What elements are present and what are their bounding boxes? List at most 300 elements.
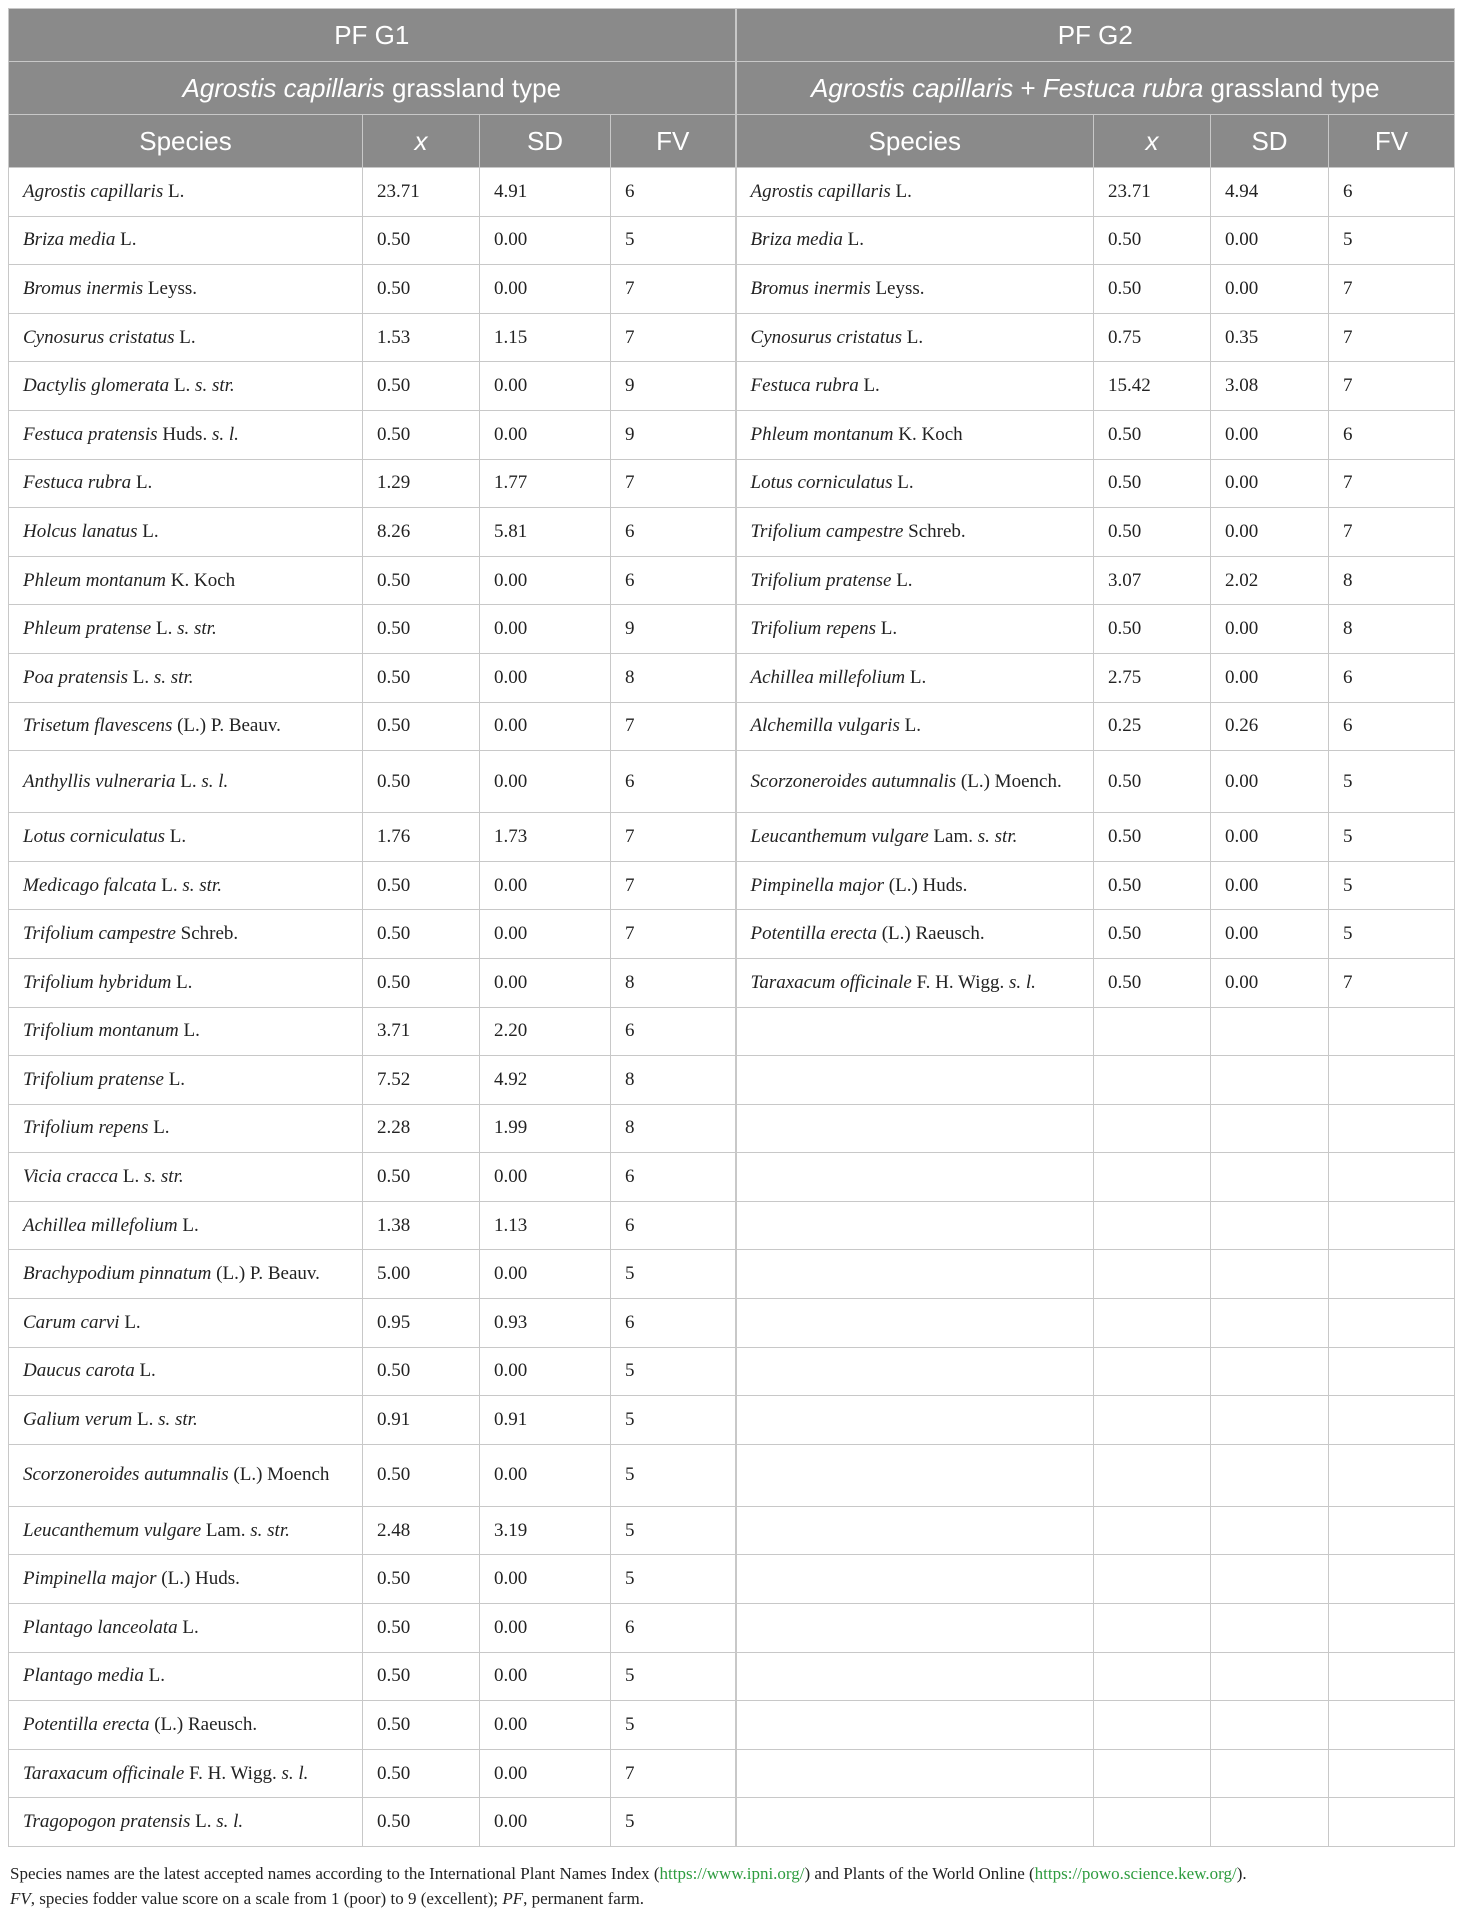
mean-value-cell: 3.71 — [363, 1007, 480, 1056]
mean-value-cell — [1094, 1798, 1211, 1847]
fv-value-cell: 6 — [611, 751, 736, 813]
mean-value-cell: 0.50 — [363, 410, 480, 459]
species-cell — [9, 1104, 363, 1153]
table-row — [9, 508, 1455, 557]
species-authority: L. — [891, 569, 913, 591]
fv-value-cell: 5 — [1329, 813, 1455, 862]
sd-value-cell — [1211, 1201, 1329, 1250]
species-cell — [736, 1007, 1094, 1056]
species-authority: F. H. Wigg. — [184, 1762, 282, 1784]
species-name: Trifolium repens — [750, 618, 876, 640]
fv-value-cell: 7 — [1329, 362, 1455, 411]
species-authority: Schreb. — [175, 923, 239, 945]
species-name: Poa pratensis — [23, 666, 129, 688]
mean-value-cell: 0.50 — [363, 1798, 480, 1847]
mean-value-cell: 0.50 — [363, 861, 480, 910]
species-cell — [9, 813, 363, 862]
species-column-header: Species — [9, 115, 363, 168]
group-1-header: PF G1 — [9, 9, 736, 62]
species-authority: L. — [128, 666, 154, 688]
fv-value-cell: 7 — [611, 265, 736, 314]
sd-value-cell: 2.02 — [1211, 556, 1329, 605]
sd-value-cell: 0.00 — [480, 1444, 611, 1506]
species-name: Dactylis glomerata — [23, 375, 170, 397]
species-authority: L. — [143, 1665, 165, 1687]
fv-value-cell — [1329, 1652, 1455, 1701]
species-rank: s. l. — [281, 1762, 309, 1784]
mean-value-cell: 0.50 — [1094, 861, 1211, 910]
mean-value-cell: 0.50 — [1094, 605, 1211, 654]
species-cell — [736, 958, 1094, 1007]
species-cell — [736, 1555, 1094, 1604]
table-row — [9, 605, 1455, 654]
species-name: Carum carvi — [23, 1311, 120, 1333]
table-row — [9, 1250, 1455, 1299]
mean-value-cell: 8.26 — [363, 508, 480, 557]
table-row — [9, 1007, 1455, 1056]
mean-value-cell: 1.38 — [363, 1201, 480, 1250]
species-cell — [9, 168, 363, 217]
species-authority: L. — [131, 472, 153, 494]
sd-value-cell — [1211, 1555, 1329, 1604]
species-cell — [736, 1701, 1094, 1750]
table-row — [9, 459, 1455, 508]
species-name: Taraxacum officinale — [23, 1762, 185, 1784]
mean-value-cell: 3.07 — [1094, 556, 1211, 605]
species-authority: Leyss. — [143, 277, 197, 299]
species-table — [8, 8, 1455, 1847]
sd-value-cell: 0.00 — [1211, 605, 1329, 654]
table-row — [9, 958, 1455, 1007]
mean-value-cell — [1094, 1201, 1211, 1250]
sd-value-cell: 0.35 — [1211, 313, 1329, 362]
species-cell — [736, 1749, 1094, 1798]
fv-value-cell: 5 — [1329, 910, 1455, 959]
mean-value-cell: 5.00 — [363, 1250, 480, 1299]
sd-value-cell: 2.20 — [480, 1007, 611, 1056]
mean-value-cell: 0.50 — [363, 751, 480, 813]
species-cell — [9, 1396, 363, 1445]
species-cell — [9, 556, 363, 605]
table-row — [9, 1347, 1455, 1396]
sd-value-cell: 0.00 — [480, 1250, 611, 1299]
species-cell — [9, 1652, 363, 1701]
species-cell — [9, 751, 363, 813]
mean-value-cell — [1094, 1444, 1211, 1506]
fv-value-cell — [1329, 1104, 1455, 1153]
sd-value-cell — [1211, 1506, 1329, 1555]
species-name: Lotus corniculatus — [23, 825, 165, 847]
mean-value-cell: 0.50 — [363, 216, 480, 265]
fv-value-cell: 9 — [611, 410, 736, 459]
mean-value-cell: 0.50 — [363, 1444, 480, 1506]
fv-value-cell: 7 — [1329, 459, 1455, 508]
species-cell — [9, 861, 363, 910]
mean-value-cell: 0.50 — [363, 1749, 480, 1798]
sd-value-cell: 0.00 — [480, 362, 611, 411]
species-authority: Lam. — [928, 825, 978, 847]
fv-value-cell — [1329, 1749, 1455, 1798]
species-rank: s. str. — [177, 618, 217, 640]
species-authority: L. — [177, 1214, 199, 1236]
fv-value-cell — [1329, 1701, 1455, 1750]
ipni-link[interactable]: https://www.ipni.org/ — [659, 1864, 805, 1883]
mean-value-cell: 7.52 — [363, 1056, 480, 1105]
fv-value-cell: 5 — [611, 1396, 736, 1445]
mean-value-cell: 0.50 — [1094, 265, 1211, 314]
group-2-header: PF G2 — [736, 9, 1455, 62]
fv-value-cell — [1329, 1444, 1455, 1506]
sd-value-cell: 0.00 — [1211, 958, 1329, 1007]
sd-value-cell: 0.26 — [1211, 702, 1329, 751]
species-authority: Leyss. — [870, 277, 925, 299]
species-authority: L. — [156, 874, 183, 896]
species-authority: L. — [177, 1616, 199, 1638]
fv-value-cell — [1329, 1347, 1455, 1396]
species-authority: L. — [115, 229, 137, 251]
mean-column-header: x — [363, 115, 480, 168]
species-name: Anthyllis vulneraria — [23, 770, 176, 792]
table-row — [9, 410, 1455, 459]
fv-value-cell: 6 — [1329, 702, 1455, 751]
fv-value-cell: 6 — [611, 1604, 736, 1653]
species-authority: L. — [169, 375, 196, 397]
mean-value-cell: 0.50 — [1094, 751, 1211, 813]
sd-value-cell: 0.00 — [1211, 459, 1329, 508]
species-cell — [736, 1444, 1094, 1506]
mean-value-cell: 0.50 — [1094, 216, 1211, 265]
species-cell — [9, 265, 363, 314]
table-footnote — [8, 1861, 1454, 1911]
table-row — [9, 653, 1455, 702]
species-name: Plantago lanceolata — [23, 1616, 178, 1638]
species-name: Trifolium campestre — [23, 923, 176, 945]
group-2-grassland-type: Agrostis capillaris + Festuca rubra grassland type — [736, 62, 1455, 115]
fv-value-cell — [1329, 1056, 1455, 1105]
species-cell — [736, 751, 1094, 813]
species-cell — [736, 1604, 1094, 1653]
species-rank: s. str. — [144, 1166, 184, 1188]
species-name: Trisetum flavescens — [23, 715, 173, 737]
species-name: Leucanthemum vulgare — [750, 825, 929, 847]
species-cell — [736, 605, 1094, 654]
mean-value-cell — [1094, 1250, 1211, 1299]
mean-value-cell — [1094, 1555, 1211, 1604]
fv-value-cell — [1329, 1396, 1455, 1445]
species-cell — [736, 168, 1094, 217]
fv-value-cell: 5 — [611, 1652, 736, 1701]
table-row — [9, 168, 1455, 217]
species-cell — [9, 410, 363, 459]
species-authority: L. — [175, 770, 202, 792]
table-row — [9, 910, 1455, 959]
species-cell — [9, 605, 363, 654]
mean-value-cell — [1094, 1652, 1211, 1701]
fv-value-cell: 7 — [611, 1749, 736, 1798]
species-name: Taraxacum officinale — [750, 971, 912, 993]
species-rank: s. l. — [201, 770, 229, 792]
table-row — [9, 1749, 1455, 1798]
sd-column-header: SD — [480, 115, 611, 168]
species-cell — [9, 1604, 363, 1653]
fv-value-cell — [1329, 1506, 1455, 1555]
species-name: Scorzoneroides autumnalis — [750, 770, 957, 792]
sd-value-cell: 0.91 — [480, 1396, 611, 1445]
mean-value-cell: 2.28 — [363, 1104, 480, 1153]
table-row — [9, 1506, 1455, 1555]
fv-value-cell: 5 — [611, 1798, 736, 1847]
species-name: Trifolium campestre — [750, 520, 904, 542]
species-authority: L. — [137, 520, 159, 542]
species-rank: s. str. — [250, 1519, 290, 1541]
sd-value-cell: 4.91 — [480, 168, 611, 217]
species-name: Trifolium montanum — [23, 1020, 179, 1042]
species-cell — [9, 508, 363, 557]
sd-value-cell — [1211, 1798, 1329, 1847]
species-name: Briza media — [750, 229, 843, 251]
species-name: Daucus carota — [23, 1360, 135, 1382]
sd-value-cell: 0.00 — [480, 1652, 611, 1701]
sd-value-cell: 0.93 — [480, 1299, 611, 1348]
species-cell — [736, 508, 1094, 557]
sd-value-cell: 0.00 — [1211, 216, 1329, 265]
fv-value-cell — [1329, 1555, 1455, 1604]
species-rank: s. l. — [211, 423, 239, 445]
species-name: Cynosurus cristatus — [750, 326, 903, 348]
sd-value-cell: 0.00 — [480, 958, 611, 1007]
mean-value-cell — [1094, 1604, 1211, 1653]
species-cell — [9, 313, 363, 362]
table-row — [9, 1201, 1455, 1250]
sd-value-cell: 0.00 — [480, 910, 611, 959]
sd-value-cell — [1211, 1153, 1329, 1202]
species-cell — [736, 1104, 1094, 1153]
species-cell — [736, 653, 1094, 702]
species-name: Cynosurus cristatus — [23, 326, 175, 348]
sd-value-cell: 0.00 — [480, 1604, 611, 1653]
table-row — [9, 1798, 1455, 1847]
sd-value-cell: 1.15 — [480, 313, 611, 362]
footnote-line-1: Species names are the latest accepted names according to the International Plant Names Index (https://www.ipni.org/) and Plants of the World Online (https://powo.science.kew.org/). — [10, 1864, 1247, 1883]
sd-value-cell: 0.00 — [480, 605, 611, 654]
species-cell — [736, 410, 1094, 459]
species-name: Agrostis capillaris — [750, 180, 891, 202]
species-authority: L. — [905, 666, 927, 688]
species-name: Phleum montanum — [750, 423, 894, 445]
fv-value-cell: 8 — [611, 1104, 736, 1153]
mean-value-cell: 0.50 — [1094, 459, 1211, 508]
mean-value-cell: 2.48 — [363, 1506, 480, 1555]
species-cell — [736, 1652, 1094, 1701]
species-cell — [736, 265, 1094, 314]
species-rank: s. l. — [1008, 971, 1036, 993]
species-cell — [736, 1347, 1094, 1396]
species-cell — [736, 459, 1094, 508]
sd-value-cell: 4.94 — [1211, 168, 1329, 217]
species-authority: Huds. — [157, 423, 212, 445]
fv-value-cell: 7 — [1329, 508, 1455, 557]
species-name: Galium verum — [23, 1409, 133, 1431]
grassland-type-row — [9, 62, 1455, 115]
table-row — [9, 1056, 1455, 1105]
table-row — [9, 556, 1455, 605]
sd-value-cell: 0.00 — [480, 653, 611, 702]
fv-value-cell: 6 — [1329, 410, 1455, 459]
sd-value-cell — [1211, 1444, 1329, 1506]
table-row — [9, 362, 1455, 411]
mean-value-cell — [1094, 1056, 1211, 1105]
sd-value-cell: 3.08 — [1211, 362, 1329, 411]
species-authority: (L.) Moench. — [956, 770, 1062, 792]
species-cell — [9, 1347, 363, 1396]
fv-value-cell: 5 — [611, 1347, 736, 1396]
fv-value-cell: 7 — [1329, 313, 1455, 362]
sd-value-cell: 0.00 — [1211, 265, 1329, 314]
fv-value-cell — [1329, 1201, 1455, 1250]
fv-value-cell: 7 — [1329, 265, 1455, 314]
sd-value-cell: 1.13 — [480, 1201, 611, 1250]
species-name: Phleum montanum — [23, 569, 167, 591]
species-cell — [736, 1201, 1094, 1250]
sd-value-cell — [1211, 1701, 1329, 1750]
sd-value-cell — [1211, 1007, 1329, 1056]
sd-value-cell: 0.00 — [480, 1153, 611, 1202]
species-authority: (L.) Moench — [228, 1464, 330, 1486]
mean-column-header: x — [1094, 115, 1211, 168]
species-name: Potentilla erecta — [23, 1714, 150, 1736]
species-cell — [736, 910, 1094, 959]
species-name: Bromus inermis — [750, 277, 871, 299]
fv-value-cell: 5 — [1329, 751, 1455, 813]
species-name: Phleum pratense — [23, 618, 152, 640]
species-name: Festuca pratensis — [23, 423, 158, 445]
species-cell — [9, 958, 363, 1007]
species-rank: s. str. — [158, 1409, 198, 1431]
species-authority: Lam. — [201, 1519, 251, 1541]
species-authority: Schreb. — [903, 520, 966, 542]
fv-value-cell: 7 — [611, 702, 736, 751]
mean-value-cell: 0.50 — [363, 653, 480, 702]
fv-value-cell: 7 — [611, 459, 736, 508]
mean-value-cell: 23.71 — [1094, 168, 1211, 217]
group-header-row — [9, 9, 1455, 62]
species-cell — [736, 362, 1094, 411]
species-name: Alchemilla vulgaris — [750, 715, 900, 737]
table-row — [9, 1444, 1455, 1506]
fv-value-cell: 6 — [611, 1007, 736, 1056]
table-row — [9, 1604, 1455, 1653]
species-authority: L. — [132, 1409, 159, 1431]
fv-value-cell — [1329, 1299, 1455, 1348]
footnote-line-2: FV, species fodder value score on a scale from 1 (poor) to 9 (excellent); PF, permanent farm. — [10, 1889, 644, 1908]
species-cell — [9, 1798, 363, 1847]
sd-value-cell: 0.00 — [480, 556, 611, 605]
species-authority: K. Koch — [166, 569, 236, 591]
species-name: Tragopogon pratensis — [23, 1811, 191, 1833]
sd-value-cell: 4.92 — [480, 1056, 611, 1105]
mean-value-cell — [1094, 1701, 1211, 1750]
species-cell — [9, 1506, 363, 1555]
species-authority: L. — [163, 180, 185, 202]
species-cell — [736, 1798, 1094, 1847]
mean-value-cell: 0.50 — [1094, 958, 1211, 1007]
table-row — [9, 813, 1455, 862]
sd-value-cell: 0.00 — [480, 1749, 611, 1798]
fv-value-cell: 6 — [611, 168, 736, 217]
species-name: Festuca rubra — [750, 375, 859, 397]
table-row — [9, 216, 1455, 265]
fv-value-cell: 5 — [1329, 216, 1455, 265]
sd-value-cell: 1.77 — [480, 459, 611, 508]
fv-value-cell: 7 — [611, 910, 736, 959]
fv-value-cell: 5 — [611, 1555, 736, 1604]
mean-value-cell — [1094, 1506, 1211, 1555]
sd-value-cell — [1211, 1347, 1329, 1396]
mean-value-cell: 0.50 — [363, 1555, 480, 1604]
species-authority: L. — [174, 326, 196, 348]
species-rank: s. str. — [153, 666, 194, 688]
fv-value-cell: 9 — [611, 362, 736, 411]
species-authority: L. — [890, 180, 912, 202]
sd-value-cell: 0.00 — [480, 702, 611, 751]
fv-value-cell: 8 — [611, 653, 736, 702]
species-name: Trifolium repens — [23, 1117, 149, 1139]
sd-value-cell: 3.19 — [480, 1506, 611, 1555]
species-authority: (L.) Huds. — [156, 1568, 240, 1590]
mean-value-cell: 0.50 — [1094, 410, 1211, 459]
mean-value-cell — [1094, 1396, 1211, 1445]
species-authority: (L.) P. Beauv. — [211, 1263, 320, 1285]
fv-value-cell: 5 — [611, 216, 736, 265]
species-authority: L. — [164, 825, 187, 847]
sd-value-cell: 0.00 — [1211, 653, 1329, 702]
mean-value-cell: 0.50 — [363, 910, 480, 959]
sd-value-cell — [1211, 1652, 1329, 1701]
fv-value-cell: 6 — [611, 556, 736, 605]
sd-value-cell — [1211, 1250, 1329, 1299]
species-authority: L. — [134, 1360, 156, 1382]
sd-value-cell: 0.00 — [480, 1798, 611, 1847]
species-authority: L. — [842, 229, 864, 251]
fv-value-cell: 8 — [611, 958, 736, 1007]
fv-value-cell: 9 — [611, 605, 736, 654]
species-name: Pimpinella major — [23, 1568, 157, 1590]
fv-column-header: FV — [1329, 115, 1455, 168]
mean-value-cell: 0.50 — [363, 702, 480, 751]
sd-value-cell: 0.00 — [1211, 508, 1329, 557]
table-row — [9, 1153, 1455, 1202]
sd-value-cell: 0.00 — [480, 1347, 611, 1396]
species-authority: L. — [858, 375, 880, 397]
species-cell — [736, 861, 1094, 910]
species-column-header: Species — [736, 115, 1094, 168]
table-row — [9, 1652, 1455, 1701]
mean-value-cell: 0.50 — [363, 1153, 480, 1202]
table-row — [9, 313, 1455, 362]
mean-value-cell: 0.91 — [363, 1396, 480, 1445]
mean-value-cell: 1.29 — [363, 459, 480, 508]
species-authority: (L.) Huds. — [884, 874, 968, 896]
mean-value-cell: 0.50 — [363, 556, 480, 605]
sd-value-cell: 0.00 — [480, 410, 611, 459]
sd-value-cell: 0.00 — [480, 751, 611, 813]
powo-link[interactable]: https://powo.science.kew.org/ — [1034, 1864, 1237, 1883]
species-name: Brachypodium pinnatum — [23, 1263, 212, 1285]
species-cell — [9, 1201, 363, 1250]
species-authority: L. — [190, 1811, 217, 1833]
species-cell — [9, 910, 363, 959]
table-row — [9, 861, 1455, 910]
